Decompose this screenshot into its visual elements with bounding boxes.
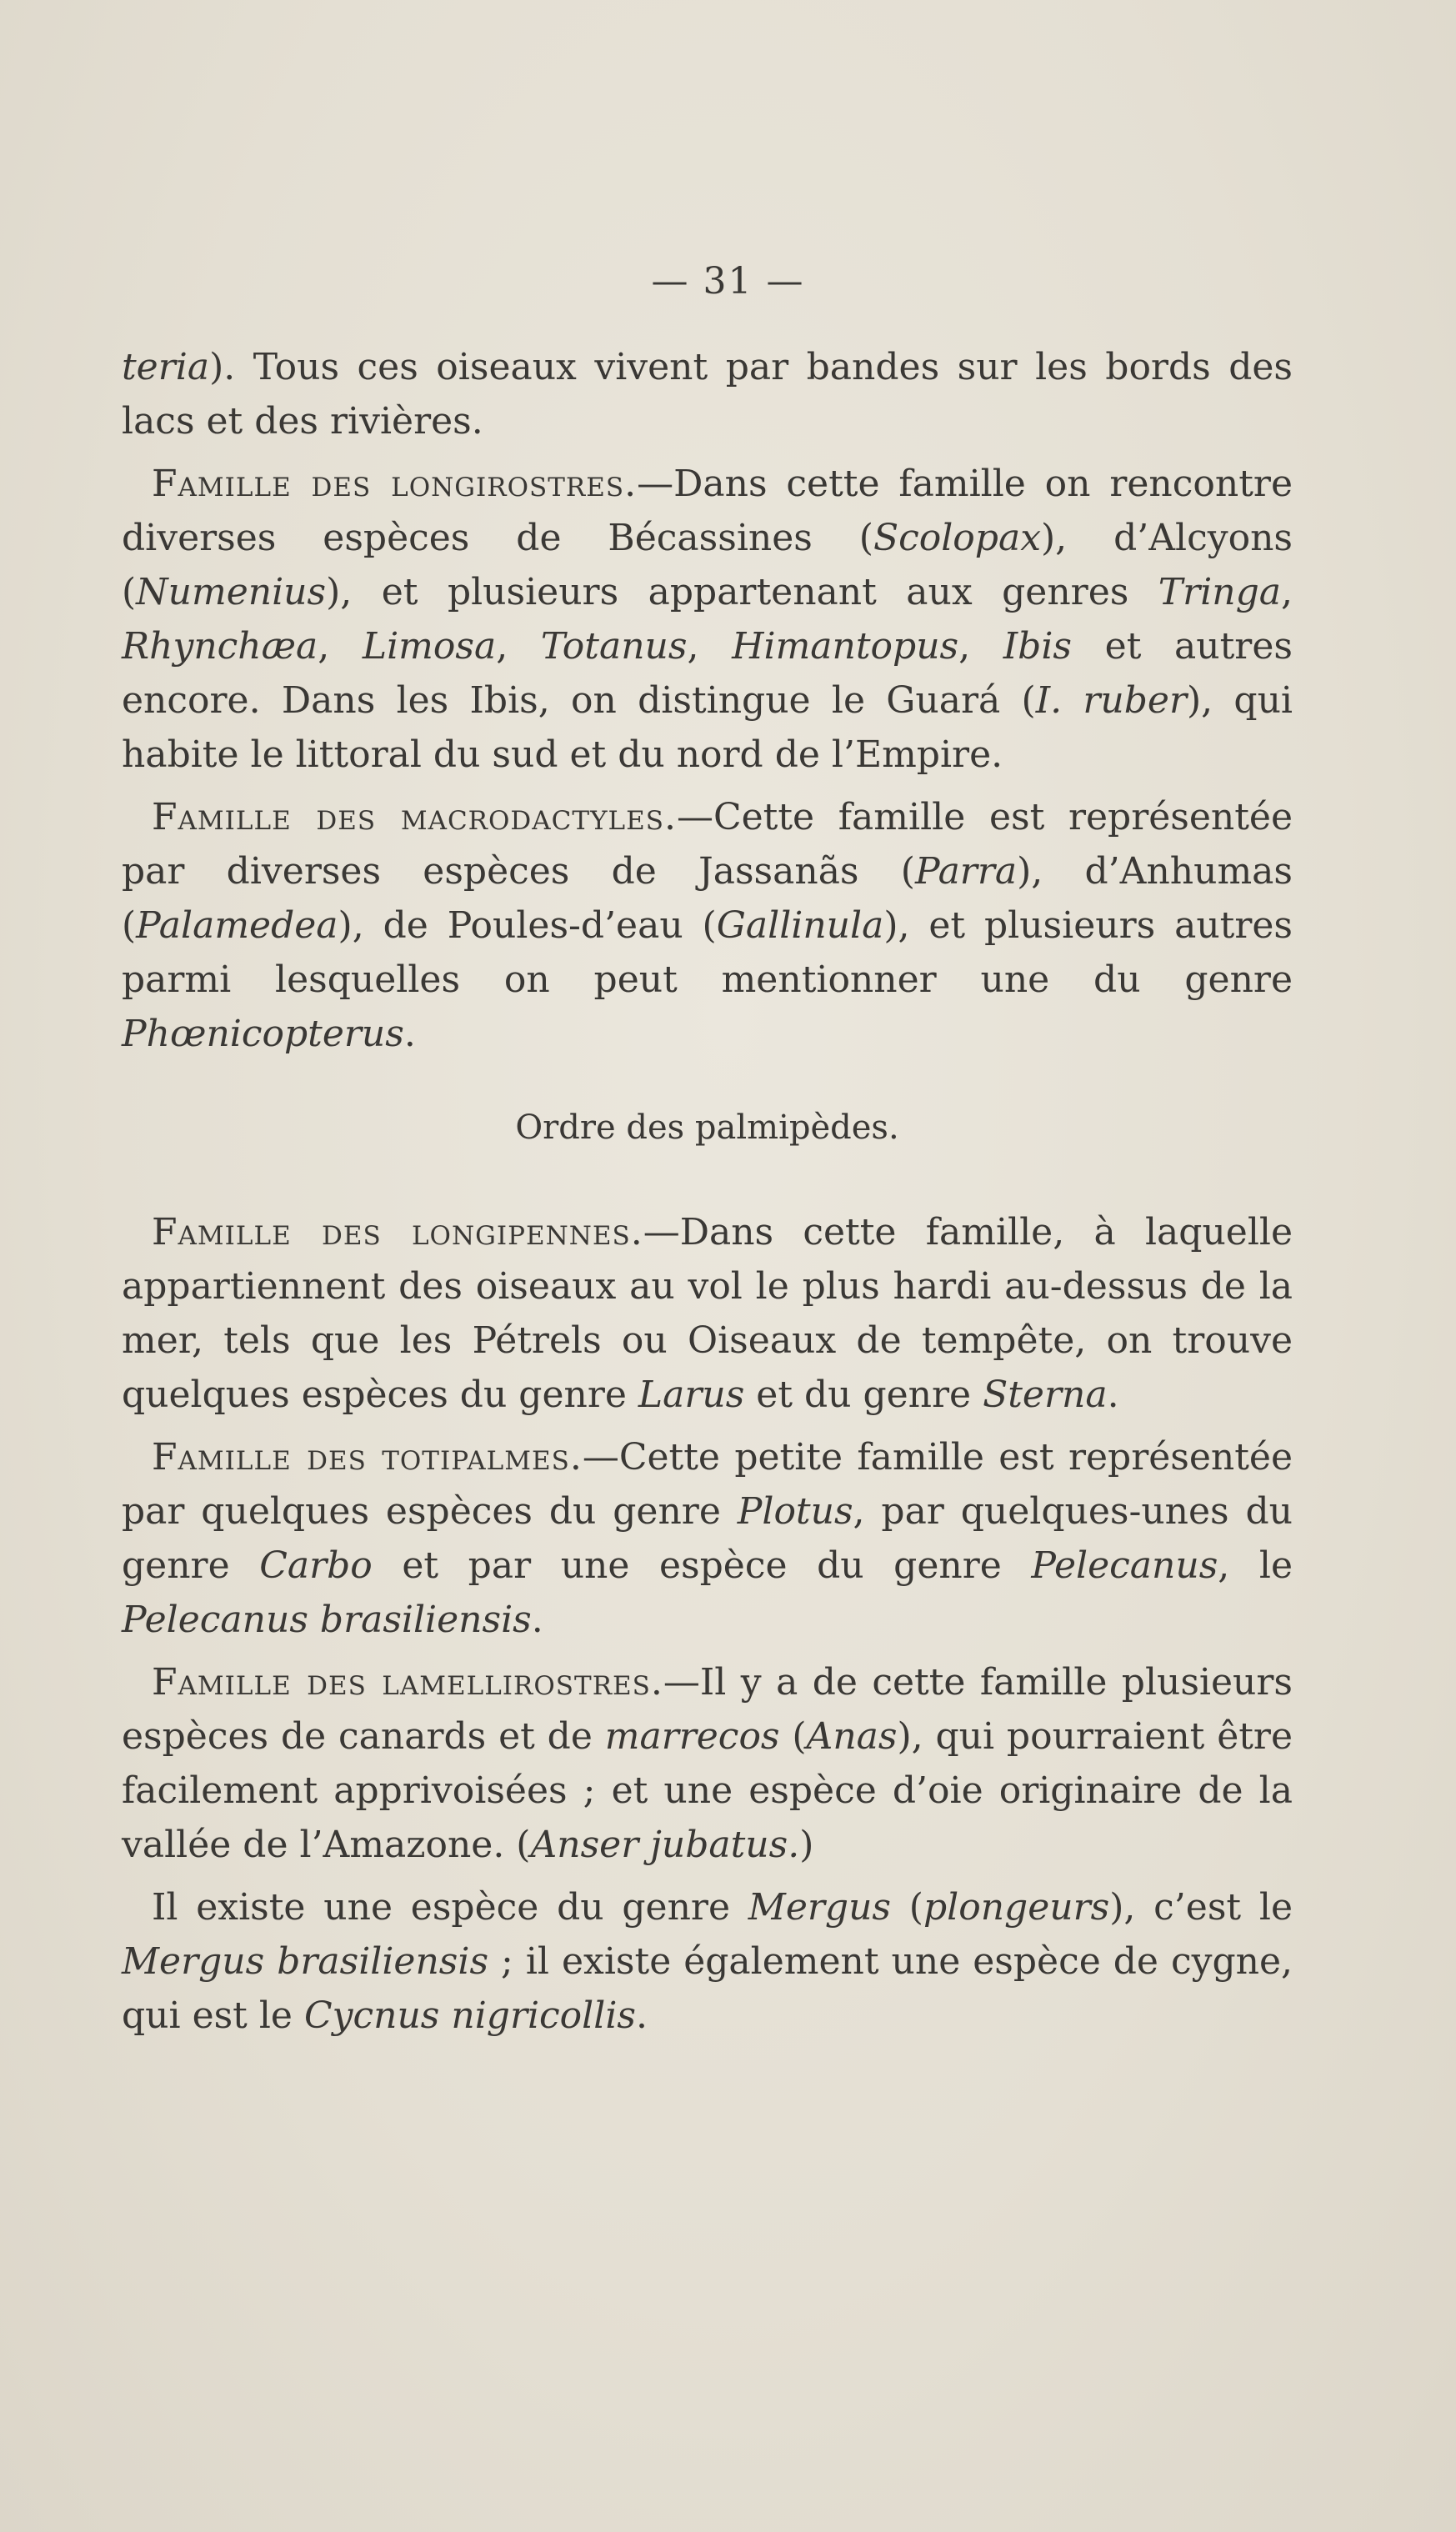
taxon-italic: Parra <box>914 850 1018 893</box>
text-run: ), d’Anhumas ( <box>122 850 1293 947</box>
text-run: ), et plusieurs appartenant aux genres <box>326 571 1158 613</box>
family-name: Famille des lamellirostres. <box>152 1661 663 1704</box>
taxon-italic: Larus <box>638 1374 745 1416</box>
taxon-italic: Phœnicopterus <box>122 1013 404 1055</box>
text-run: , par quelques-unes du genre <box>122 1490 1293 1587</box>
text-run: —Cette famille est représentée par diverses espèces de Jassanãs ( <box>122 796 1293 893</box>
text-run: ), c’est le <box>1109 1886 1293 1929</box>
taxon-italic: Cycnus nigricollis <box>303 1994 636 2037</box>
taxon-italic: Numenius <box>136 571 327 613</box>
paragraph-totipalmes <box>122 1430 1293 1647</box>
text-run: . <box>1107 1374 1119 1416</box>
text-run: ), de Poules-d’eau ( <box>338 904 717 947</box>
paragraph-macrodactyles <box>122 790 1293 1061</box>
text-run: ), qui pourraient être facilement apprivoisées ; et une espèce d’oie originaire de la vallée de l’Amazone. ( <box>122 1715 1293 1866</box>
text-run: , <box>318 625 363 668</box>
text-run: . <box>635 1994 648 2037</box>
text-run: ) <box>799 1824 814 1866</box>
taxon-italic: Scolopax <box>873 517 1042 559</box>
text-run: —Il y a de cette famille plusieurs espèces de canards et de <box>122 1661 1293 1758</box>
taxon-italic: Himantopus <box>732 625 959 668</box>
text-run: ), et plusieurs autres parmi lesquelles on peut mentionner une du genre <box>122 904 1293 1001</box>
taxon-italic: Pelecanus brasiliensis <box>122 1599 532 1641</box>
family-name: Famille des longipennes. <box>152 1211 643 1253</box>
taxon-italic: teria <box>122 346 210 388</box>
text-run: et du genre <box>744 1374 983 1416</box>
text-run: ( <box>891 1886 923 1929</box>
text-run: et par une espèce du genre <box>372 1544 1032 1587</box>
taxon-italic: marrecos <box>604 1715 780 1758</box>
taxon-italic: I. ruber <box>1035 679 1187 722</box>
page-body <box>122 340 1293 2051</box>
taxon-italic: Tringa <box>1158 571 1281 613</box>
taxon-italic: Sterna <box>983 1374 1108 1416</box>
text-run: , le <box>1218 1544 1293 1587</box>
taxon-italic: Plotus <box>737 1490 853 1533</box>
taxon-italic: Limosa <box>362 625 497 668</box>
text-run: ), qui habite le littoral du sud et du nord de l’Empire. <box>122 679 1293 776</box>
taxon-italic: Pelecanus <box>1031 1544 1218 1587</box>
family-name: Famille des longirostres. <box>152 463 638 505</box>
paragraph-lamellirostres <box>122 1655 1293 1872</box>
taxon-italic: Carbo <box>259 1544 373 1587</box>
text-run: —Dans cette famille on rencontre diverses espèces de Bécassines ( <box>122 463 1293 559</box>
taxon-italic: plongeurs <box>923 1886 1110 1929</box>
taxon-italic: Totanus <box>540 625 688 668</box>
page-number: — 31 — <box>651 260 805 303</box>
text-run: , <box>1281 571 1293 613</box>
text-run: ( <box>779 1715 807 1758</box>
family-name: Famille des macrodactyles. <box>152 796 677 838</box>
paragraph-continuation <box>122 340 1293 448</box>
text-run: , <box>496 625 541 668</box>
taxon-italic: Mergus <box>748 1886 892 1929</box>
taxon-italic: Anas <box>806 1715 898 1758</box>
taxon-italic: Palamedea <box>136 904 338 947</box>
text-run: . <box>531 1599 543 1641</box>
taxon-italic: Rhynchæa <box>122 625 318 668</box>
taxon-italic: Gallinula <box>716 904 884 947</box>
taxon-italic: Ibis <box>1003 625 1072 668</box>
text-run: ; il existe également une espèce de cygne, qui est le <box>122 1940 1293 2037</box>
text-run: . <box>403 1013 416 1055</box>
text-run: ), d’Alcyons ( <box>122 517 1293 613</box>
paragraph-mergus <box>122 1880 1293 2043</box>
taxon-italic: Anser jubatus. <box>530 1824 800 1866</box>
paragraph-longipennes <box>122 1205 1293 1422</box>
text-run: —Cette petite famille est représentée par quelques espèces du genre <box>122 1436 1293 1533</box>
section-heading: Ordre des palmipèdes. <box>515 1108 899 1147</box>
family-name: Famille des totipalmes. <box>152 1436 583 1479</box>
text-run: , <box>958 625 1003 668</box>
text-run: et autres encore. Dans les Ibis, on distingue le Guará ( <box>122 625 1293 722</box>
text-run: —Dans cette famille, à laquelle appartiennent des oiseaux au vol le plus hardi au-dessus de la mer, tels que les Pétrels ou Oiseaux de tempête, on trouve quelques espèces du genre <box>122 1211 1293 1416</box>
text-run: ). Tous ces oiseaux vivent par bandes sur les bords des lacs et des rivières. <box>122 346 1293 443</box>
text-run: , <box>687 625 733 668</box>
text-run: Il existe une espèce du genre <box>152 1886 748 1929</box>
taxon-italic: Mergus brasiliensis <box>122 1940 489 1983</box>
paragraph-longirostres <box>122 457 1293 782</box>
